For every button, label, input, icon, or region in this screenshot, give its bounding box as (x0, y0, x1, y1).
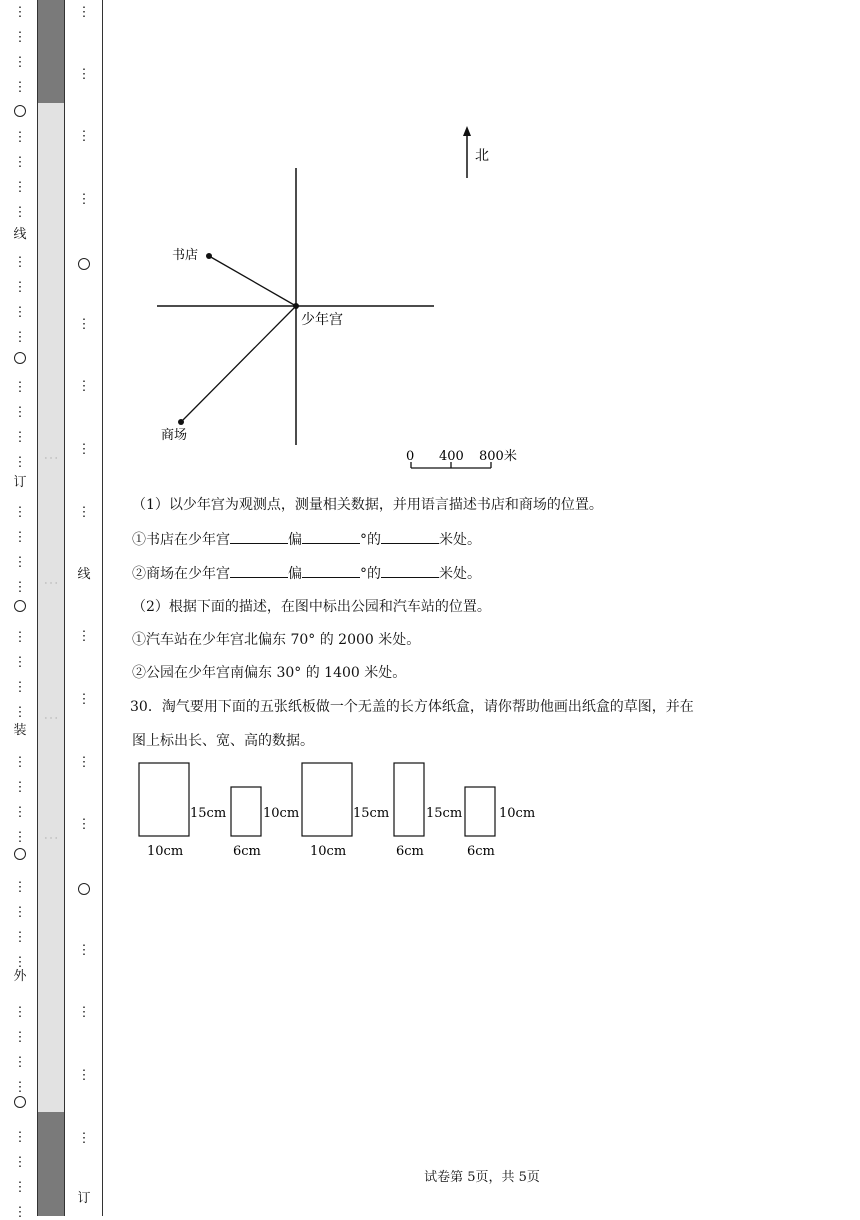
dotted-cut-line: ⋮ (77, 317, 91, 332)
dotted-cut-line: ⋮ (13, 180, 27, 195)
board-rect (302, 763, 352, 836)
mall-point (178, 419, 184, 425)
binding-character: 订 (13, 475, 27, 490)
youth-palace-label: 少年宫 (301, 312, 343, 328)
dotted-cut-line: ⋮ (77, 5, 91, 20)
dotted-cut-line: ⋮ (13, 30, 27, 45)
dotted-cut-line: ⋮ (13, 555, 27, 570)
dotted-cut-line: ⋮ (13, 205, 27, 220)
dotted-cut-line: ⋮ (13, 1180, 27, 1195)
dotted-cut-line: ⋮ (13, 430, 27, 445)
board-height-label: 15cm (426, 806, 463, 821)
dotted-cut-line: ⋮ (13, 380, 27, 395)
dotted-cut-line: ⋮ (13, 1005, 27, 1020)
dotted-cut-line: ⋮ (13, 1155, 27, 1170)
bookstore-label: 书店 (172, 248, 199, 263)
binding-circle-icon (78, 883, 90, 895)
dotted-cut-line: ⋮ (13, 630, 27, 645)
board-height-label: 15cm (190, 806, 227, 821)
dotted-cut-line: ⋮ (13, 280, 27, 295)
north-label: 北 (475, 148, 489, 164)
dotted-cut-line: ⋮ (77, 692, 91, 707)
dotted-cut-line: ⋮ (77, 67, 91, 82)
dotted-cut-line: ⋮ (77, 1068, 91, 1083)
answer-blank[interactable] (230, 529, 288, 544)
board-width-label: 6cm (233, 844, 261, 859)
dotted-cut-line: ⋮ (77, 943, 91, 958)
strip-dots: · · · (44, 454, 58, 463)
direction-map-diagram (104, 0, 860, 480)
dotted-cut-line: ⋮ (77, 629, 91, 644)
board-width-label: 10cm (310, 844, 347, 859)
north-arrow-head (463, 126, 471, 136)
dotted-cut-line: ⋮ (77, 442, 91, 457)
dotted-cut-line: ⋮ (13, 780, 27, 795)
dotted-cut-line: ⋮ (77, 1005, 91, 1020)
binding-circle-icon (78, 258, 90, 270)
dotted-cut-line: ⋮ (13, 330, 27, 345)
inner-binding-column (66, 0, 102, 1216)
dotted-cut-line: ⋮ (13, 530, 27, 545)
dotted-cut-line: ⋮ (13, 1205, 27, 1220)
dotted-cut-line: ⋮ (13, 805, 27, 820)
question29-desc1: ①汽车站在少年宫北偏东 70° 的 2000 米处。 (132, 632, 421, 648)
dotted-cut-line: ⋮ (13, 705, 27, 720)
item2-text-d: 米处。 (439, 566, 481, 582)
dotted-cut-line: ⋮ (13, 1080, 27, 1095)
dotted-cut-line: ⋮ (13, 755, 27, 770)
margin-rule (102, 0, 103, 1216)
dotted-cut-line: ⋮ (13, 830, 27, 845)
item1-text-c: °的 (360, 532, 381, 548)
gray-strip (38, 0, 64, 1216)
board-height-label: 10cm (263, 806, 300, 821)
dotted-cut-line: ⋮ (13, 880, 27, 895)
mall-line (181, 306, 296, 422)
dotted-cut-line: ⋮ (77, 379, 91, 394)
binding-circle-icon (14, 105, 26, 117)
dotted-cut-line: ⋮ (13, 930, 27, 945)
question29-part1: （1）以少年宫为观测点，测量相关数据，并用语言描述书店和商场的位置。 (132, 497, 603, 513)
dotted-cut-line: ⋮ (13, 155, 27, 170)
binding-character: 线 (13, 227, 27, 242)
outer-binding-column (6, 0, 34, 1220)
question29-part2: （2）根据下面的描述，在图中标出公园和汽车站的位置。 (132, 599, 491, 615)
scale-label-0: 0 (406, 449, 415, 464)
scale-label-800: 800米 (479, 449, 517, 464)
dotted-cut-line: ⋮ (77, 129, 91, 144)
binding-character: 装 (13, 723, 27, 738)
margin-rule (64, 0, 65, 1216)
scale-label-400: 400 (439, 449, 464, 464)
dotted-cut-line: ⋮ (13, 305, 27, 320)
answer-blank[interactable] (381, 563, 439, 578)
dotted-cut-line: ⋮ (13, 580, 27, 595)
strip-dots: · · · (44, 714, 58, 723)
question30-line1: 30．淘气要用下面的五张纸板做一个无盖的长方体纸盒，请你帮助他画出纸盒的草图，并在 (130, 699, 694, 715)
answer-blank[interactable] (230, 563, 288, 578)
question29-item1 (132, 529, 481, 550)
binding-character: 订 (77, 1191, 91, 1206)
dotted-cut-line: ⋮ (13, 1030, 27, 1045)
dotted-cut-line: ⋮ (13, 1130, 27, 1145)
binding-character: 外 (13, 969, 27, 984)
binding-circle-icon (14, 848, 26, 860)
binding-circle-icon (14, 600, 26, 612)
board-width-label: 10cm (147, 844, 184, 859)
item1-text-d: 米处。 (439, 532, 481, 548)
item1-text-a: ①书店在少年宫 (132, 532, 230, 548)
item2-text-c: °的 (360, 566, 381, 582)
strip-dots: · · · (44, 834, 58, 843)
item1-text-b: 偏 (288, 532, 302, 548)
youth-palace-point (293, 303, 299, 309)
dotted-cut-line: ⋮ (77, 505, 91, 520)
dark-block-bottom (38, 1112, 64, 1216)
page-content (104, 0, 860, 1216)
bookstore-point (206, 253, 212, 259)
dotted-cut-line: ⋮ (13, 905, 27, 920)
board-width-label: 6cm (396, 844, 424, 859)
dotted-cut-line: ⋮ (13, 5, 27, 20)
dotted-cut-line: ⋮ (77, 755, 91, 770)
strip-dots: · · · (44, 579, 58, 588)
dotted-cut-line: ⋮ (13, 1055, 27, 1070)
dotted-cut-line: ⋮ (13, 655, 27, 670)
board-height-label: 10cm (499, 806, 536, 821)
question29-desc2: ②公园在少年宫南偏东 30° 的 1400 米处。 (132, 665, 407, 681)
item2-text-b: 偏 (288, 566, 302, 582)
board-rect (231, 787, 261, 836)
dotted-cut-line: ⋮ (13, 405, 27, 420)
binding-margin (0, 0, 104, 1220)
answer-blank[interactable] (302, 563, 360, 578)
page-footer: 试卷第 5页，共 5页 (424, 1170, 540, 1185)
answer-blank[interactable] (381, 529, 439, 544)
board-rect (465, 787, 495, 836)
dotted-cut-line: ⋮ (77, 817, 91, 832)
dotted-cut-line: ⋮ (13, 955, 27, 970)
mall-label: 商场 (161, 428, 188, 443)
binding-character: 线 (77, 567, 91, 582)
board-width-label: 6cm (467, 844, 495, 859)
dotted-cut-line: ⋮ (77, 192, 91, 207)
dotted-cut-line: ⋮ (13, 680, 27, 695)
dotted-cut-line: ⋮ (13, 80, 27, 95)
item2-text-a: ②商场在少年宫 (132, 566, 230, 582)
dotted-cut-line: ⋮ (13, 55, 27, 70)
board-rect (139, 763, 189, 836)
dotted-cut-line: ⋮ (77, 1131, 91, 1146)
cardboard-boards-diagram (104, 755, 860, 875)
binding-circle-icon (14, 1096, 26, 1108)
dark-block-top (38, 0, 64, 103)
dotted-cut-line: ⋮ (13, 255, 27, 270)
bookstore-line (209, 256, 296, 306)
board-height-label: 15cm (353, 806, 390, 821)
dotted-cut-line: ⋮ (13, 505, 27, 520)
dotted-cut-line: ⋮ (13, 130, 27, 145)
board-rect (394, 763, 424, 836)
question30-line2: 图上标出长、宽、高的数据。 (132, 733, 314, 749)
answer-blank[interactable] (302, 529, 360, 544)
binding-circle-icon (14, 352, 26, 364)
dotted-cut-line: ⋮ (13, 455, 27, 470)
margin-rule (37, 0, 38, 1216)
question29-item2 (132, 563, 481, 584)
